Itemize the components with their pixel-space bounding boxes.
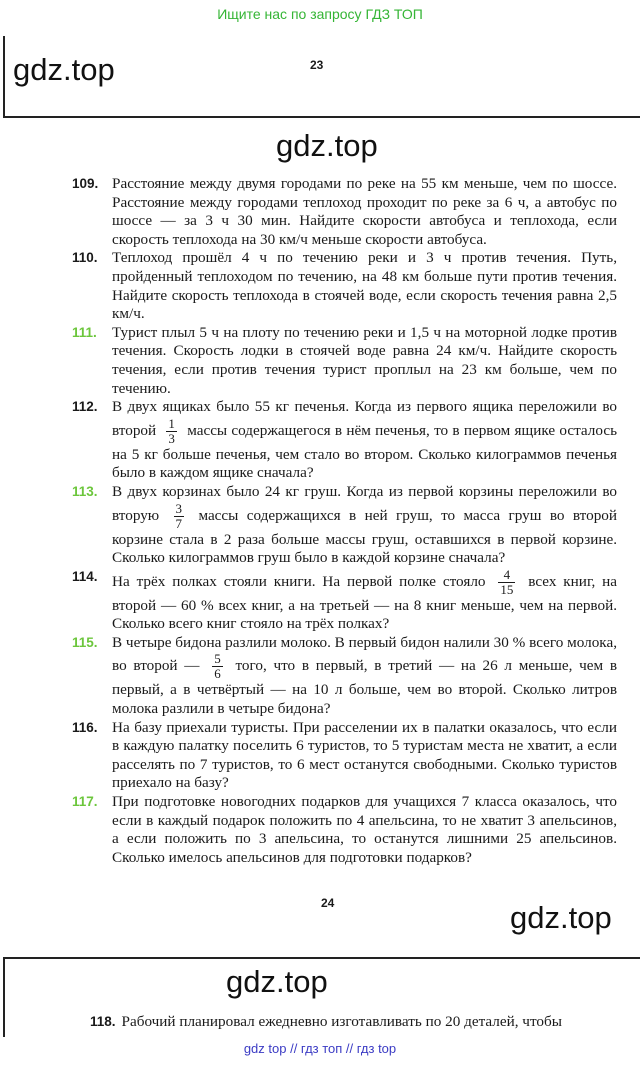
problem-text: На базу приехали туристы. При расселении их в палатки оказалось, что если в каждую палатку поселить 6 туристов, то 5 туристам места не хватит, а если расселять по 7 туристов, то 6 мест останутся свободными. Сколько туристов приехало на базу? [112, 718, 617, 792]
problem-item [72, 793, 617, 867]
problem-text: Теплоход прошёл 4 ч по течению реки и 3 ч против течения. Путь, пройденный теплоходом по течению, на 48 км больше пути против течения. Найдите скорость теплохода в стоячей воде, если скорость течения равна 2,5 км/ч. [112, 249, 617, 323]
problem-number: 114. [72, 568, 98, 584]
fraction: $\frac{3}{7}$ [175, 500, 183, 531]
problem-item [72, 483, 617, 568]
problem-text: В четыре бидона разлили молоко. В первый бидон налили 30 % всего молока, во второй — [112, 633, 617, 675]
problem-number: 111. [72, 324, 97, 340]
footer-links[interactable]: gdz top // гдз топ // гдз top [243, 1041, 397, 1056]
problem-item [72, 568, 617, 634]
watermark: gdz.top [510, 900, 612, 935]
watermark: gdz.top [13, 52, 115, 87]
page-number: 24 [321, 896, 335, 910]
problem-item [72, 249, 617, 323]
problem-number: 117. [72, 794, 98, 810]
problem-text: массы содержащихся в ней груш, то масса груш во второй корзине стала в 2 раза больше массы груш, оставшихся в первой корзине. Сколько килограммов груш было в каждой корзине сначала? [112, 506, 618, 567]
problem-item [72, 398, 617, 483]
problem-list [72, 175, 617, 867]
problem-number: 115. [72, 634, 98, 650]
problem-text: Рабочий планировал ежедневно изготавливать по 20 деталей, чтобы [121, 1013, 562, 1030]
watermark: gdz.top [226, 964, 328, 999]
problem-number: 113. [72, 483, 98, 499]
problem-number: 110. [72, 250, 98, 266]
problem-number: 109. [72, 176, 99, 191]
problem-item [72, 175, 617, 249]
problem-text: Расстояние между двумя городами по реке на 55 км меньше, чем по шоссе. Расстояние между городами теплоход проходит по реке за 6 ч, а автобус по шоссе — за 3 ч 30 мин. Найдите скорости автобуса и теплохода, если скорость теплохода на 30 км/ч меньше скорости автобуса. [112, 175, 617, 248]
watermark: gdz.top [276, 128, 378, 163]
problem-number: 118. [90, 1014, 116, 1029]
search-banner: Ищите нас по запросу ГДЗ ТОП [217, 6, 423, 22]
page-number: 23 [310, 58, 324, 72]
problem-text: При подготовке новогодних подарков для учащихся 7 класса оказалось, что если в каждый подарок положить по 4 апельсина, то не хватит 3 апельсинов, а если положить по 3 апельсина, то останутся лишними 25 апельсинов. Сколько имелось апельсинов для подготовки подарков? [112, 793, 617, 866]
next-problem [90, 1013, 620, 1031]
problem-text: На трёх полках стояли книги. На первой полке стояло [112, 572, 486, 590]
fraction: $\frac{1}{3}$ [168, 415, 175, 446]
fraction: $\frac{4}{15}$ [500, 566, 514, 597]
problem-text: В двух корзинах было 24 кг груш. Когда из первой корзины переложили во вторую [112, 482, 617, 524]
fraction: $\frac{5}{6}$ [214, 651, 221, 682]
problem-number: 112. [72, 399, 98, 415]
problem-item [72, 324, 617, 398]
problem-text: всех книг, на второй — 60 % всех книг, а на третьей — на 8 книг меньше, чем на первой. Сколько всего книг стояло на трёх полках? [112, 572, 618, 633]
problem-item [72, 634, 617, 719]
problem-number: 116. [72, 719, 98, 735]
problem-item [72, 719, 617, 793]
problem-text: Турист плыл 5 ч на плоту по течению реки и 1,5 ч на моторной лодке против течения. Скорость лодки в стоячей воде равна 24 км/ч. Найдите скорость течения, если против течения турист проплыл на 23 км больше, чем по течению. [112, 323, 617, 397]
problem-text: того, что в первый, в третий — на 26 л меньше, чем в первый, а в четвёртый — на 10 л больше, чем во второй. Сколько литров молока разлили в четыре бидона? [112, 657, 618, 718]
problem-text: В двух ящиках было 55 кг печенья. Когда из первого ящика переложили во второй [112, 398, 617, 439]
problem-text: массы содержащегося в нём печенья, то в первом ящике осталось на 5 кг больше печенья, чем стало во втором. Сколько килограммов печенья было в каждом ящике сначала? [112, 421, 618, 482]
